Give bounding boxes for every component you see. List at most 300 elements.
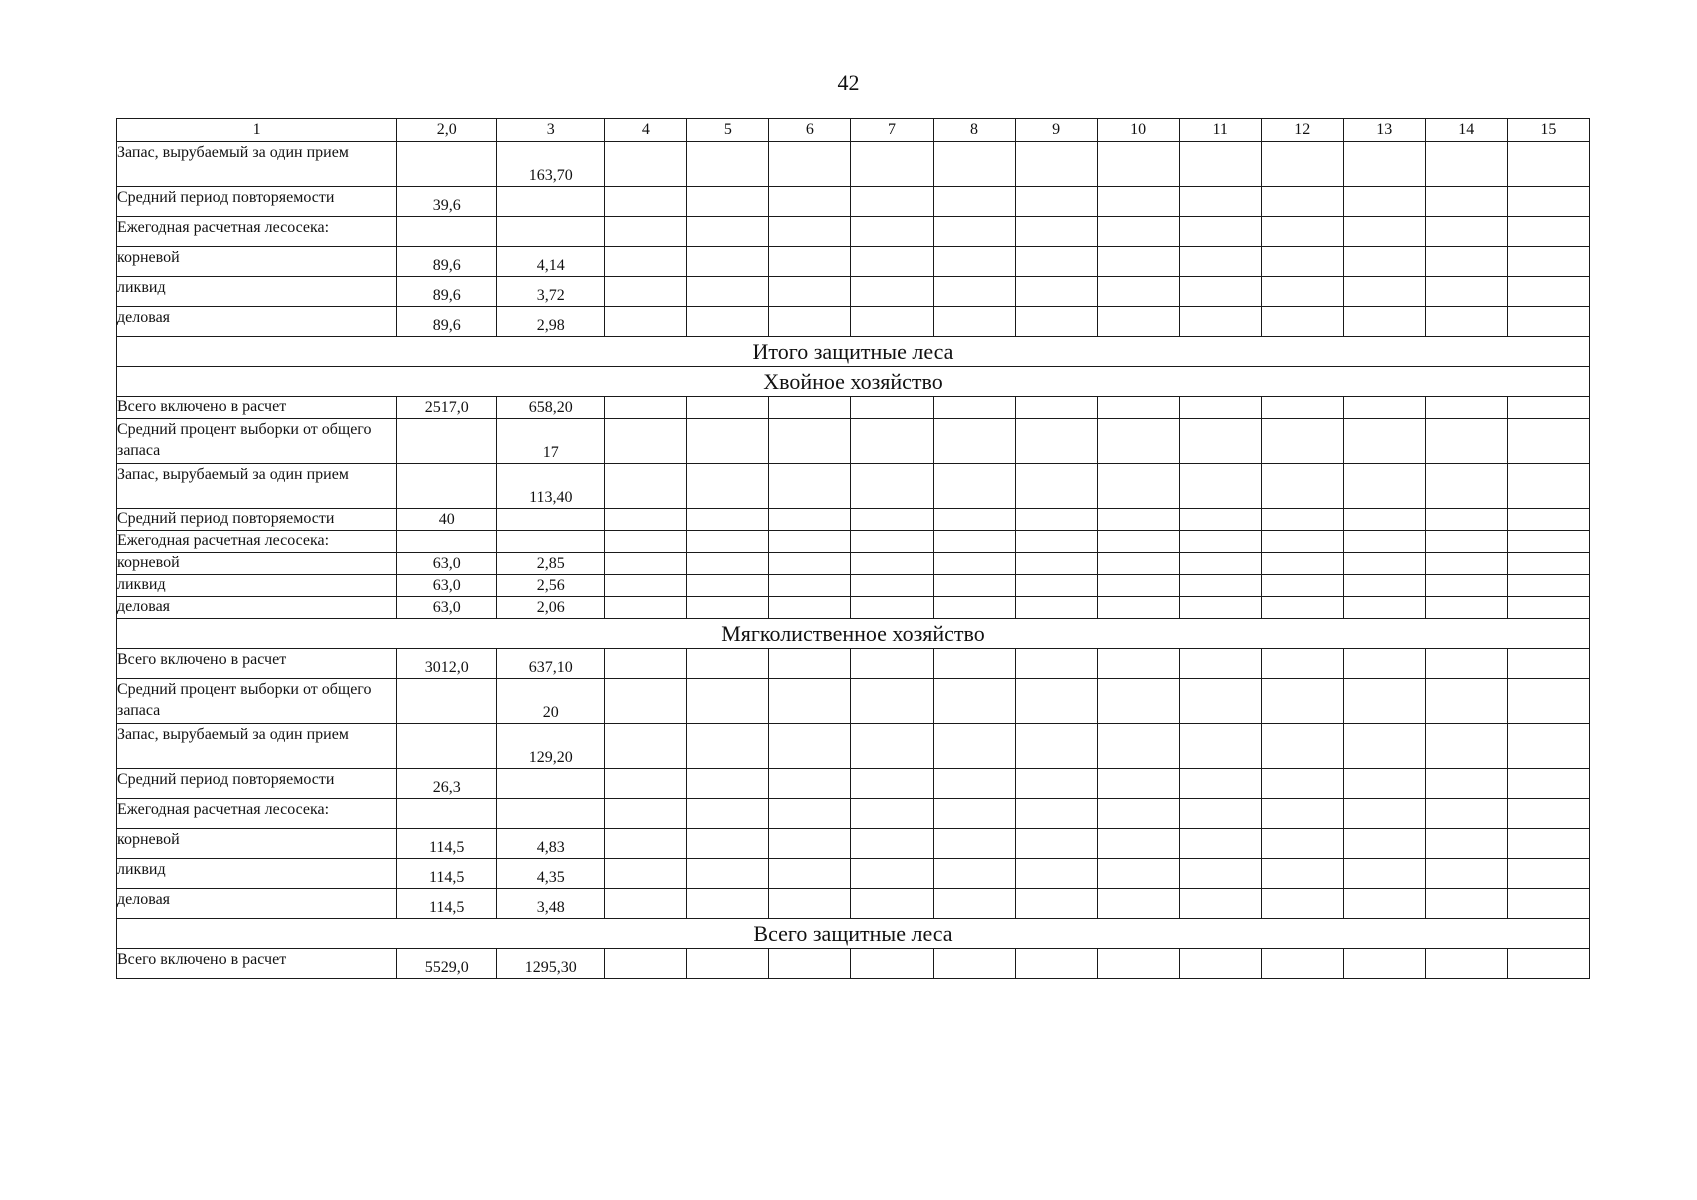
empty-cell (605, 724, 687, 769)
empty-cell (1343, 859, 1425, 889)
empty-cell (1425, 649, 1507, 679)
empty-cell (1425, 509, 1507, 531)
empty-cell (933, 509, 1015, 531)
empty-cell (1425, 597, 1507, 619)
column-header-15: 15 (1507, 119, 1589, 142)
empty-cell (687, 649, 769, 679)
empty-cell (1343, 187, 1425, 217)
empty-cell (1179, 307, 1261, 337)
empty-cell (1507, 531, 1589, 553)
empty-cell (1261, 531, 1343, 553)
empty-cell (1343, 575, 1425, 597)
empty-cell (687, 464, 769, 509)
empty-cell (1179, 509, 1261, 531)
row-label: ликвид (117, 277, 397, 307)
empty-cell (1343, 142, 1425, 187)
cell-col-3: 1295,30 (497, 949, 605, 979)
empty-cell (1097, 597, 1179, 619)
row-label: ликвид (117, 575, 397, 597)
empty-cell (1179, 597, 1261, 619)
empty-cell (851, 142, 933, 187)
empty-cell (605, 187, 687, 217)
cell-col-3 (497, 799, 605, 829)
column-header-9: 9 (1015, 119, 1097, 142)
cell-col-3: 129,20 (497, 724, 605, 769)
empty-cell (687, 769, 769, 799)
empty-cell (1343, 829, 1425, 859)
empty-cell (1015, 679, 1097, 724)
empty-cell (1097, 799, 1179, 829)
empty-cell (1015, 277, 1097, 307)
empty-cell (1261, 679, 1343, 724)
table-row (117, 217, 1590, 247)
empty-cell (1507, 949, 1589, 979)
empty-cell (933, 769, 1015, 799)
table-row (117, 142, 1590, 187)
cell-col-2: 63,0 (397, 553, 497, 575)
empty-cell (1261, 949, 1343, 979)
empty-cell (687, 799, 769, 829)
empty-cell (687, 187, 769, 217)
empty-cell (933, 859, 1015, 889)
empty-cell (851, 307, 933, 337)
cell-col-3: 2,06 (497, 597, 605, 619)
empty-cell (1425, 799, 1507, 829)
cell-col-3: 20 (497, 679, 605, 724)
empty-cell (769, 142, 851, 187)
empty-cell (1425, 187, 1507, 217)
empty-cell (1261, 575, 1343, 597)
empty-cell (1015, 531, 1097, 553)
empty-cell (933, 597, 1015, 619)
empty-cell (1425, 679, 1507, 724)
empty-cell (1507, 397, 1589, 419)
empty-cell (1507, 277, 1589, 307)
column-header-11: 11 (1179, 119, 1261, 142)
empty-cell (1097, 509, 1179, 531)
empty-cell (605, 769, 687, 799)
empty-cell (687, 829, 769, 859)
cell-col-2 (397, 679, 497, 724)
empty-cell (1097, 769, 1179, 799)
empty-cell (933, 889, 1015, 919)
empty-cell (1015, 597, 1097, 619)
empty-cell (1343, 397, 1425, 419)
empty-cell (851, 724, 933, 769)
table-row (117, 649, 1590, 679)
empty-cell (1343, 553, 1425, 575)
row-label: Средний период повторяемости (117, 187, 397, 217)
empty-cell (851, 397, 933, 419)
empty-cell (851, 217, 933, 247)
empty-cell (1097, 397, 1179, 419)
empty-cell (1179, 397, 1261, 419)
empty-cell (1261, 829, 1343, 859)
empty-cell (769, 419, 851, 464)
row-label: корневой (117, 247, 397, 277)
empty-cell (851, 679, 933, 724)
empty-cell (1015, 829, 1097, 859)
empty-cell (605, 649, 687, 679)
table-row (117, 679, 1590, 724)
empty-cell (1425, 575, 1507, 597)
cell-col-3 (497, 769, 605, 799)
empty-cell (1097, 419, 1179, 464)
empty-cell (605, 397, 687, 419)
empty-cell (687, 859, 769, 889)
empty-cell (687, 949, 769, 979)
empty-cell (1343, 247, 1425, 277)
forest-calc-table (116, 118, 1590, 979)
table-row (117, 829, 1590, 859)
cell-col-2: 114,5 (397, 829, 497, 859)
empty-cell (605, 247, 687, 277)
empty-cell (1261, 464, 1343, 509)
cell-col-3 (497, 531, 605, 553)
column-header-4: 4 (605, 119, 687, 142)
empty-cell (1097, 859, 1179, 889)
empty-cell (1261, 187, 1343, 217)
table-row (117, 799, 1590, 829)
empty-cell (1179, 679, 1261, 724)
empty-cell (605, 531, 687, 553)
column-header-12: 12 (1261, 119, 1343, 142)
table-row (117, 553, 1590, 575)
empty-cell (1343, 217, 1425, 247)
empty-cell (1097, 889, 1179, 919)
table-row (117, 949, 1590, 979)
empty-cell (769, 397, 851, 419)
empty-cell (1179, 799, 1261, 829)
section-title: Хвойное хозяйство (117, 367, 1590, 397)
empty-cell (1179, 859, 1261, 889)
empty-cell (1425, 859, 1507, 889)
cell-col-3: 658,20 (497, 397, 605, 419)
empty-cell (1261, 397, 1343, 419)
empty-cell (1507, 799, 1589, 829)
cell-col-2: 63,0 (397, 597, 497, 619)
empty-cell (1179, 217, 1261, 247)
empty-cell (687, 575, 769, 597)
empty-cell (1179, 277, 1261, 307)
empty-cell (605, 799, 687, 829)
cell-col-2: 26,3 (397, 769, 497, 799)
cell-col-2: 40 (397, 509, 497, 531)
empty-cell (769, 724, 851, 769)
empty-cell (1097, 531, 1179, 553)
row-label: деловая (117, 307, 397, 337)
empty-cell (933, 464, 1015, 509)
cell-col-3: 113,40 (497, 464, 605, 509)
empty-cell (1425, 769, 1507, 799)
header-row (117, 119, 1590, 142)
cell-col-3 (497, 187, 605, 217)
cell-col-3: 2,56 (497, 575, 605, 597)
section-row (117, 919, 1590, 949)
table-row (117, 889, 1590, 919)
table-body (117, 142, 1590, 979)
table-row (117, 247, 1590, 277)
empty-cell (1015, 649, 1097, 679)
empty-cell (851, 597, 933, 619)
empty-cell (1015, 419, 1097, 464)
empty-cell (1343, 509, 1425, 531)
empty-cell (1015, 769, 1097, 799)
row-label: Всего включено в расчет (117, 949, 397, 979)
empty-cell (1097, 464, 1179, 509)
table-row (117, 597, 1590, 619)
empty-cell (687, 277, 769, 307)
column-header-7: 7 (851, 119, 933, 142)
empty-cell (769, 597, 851, 619)
cell-col-3: 163,70 (497, 142, 605, 187)
row-label: Ежегодная расчетная лесосека: (117, 531, 397, 553)
empty-cell (687, 509, 769, 531)
empty-cell (1343, 419, 1425, 464)
table-row (117, 509, 1590, 531)
table-row (117, 277, 1590, 307)
empty-cell (1179, 949, 1261, 979)
row-label: Средний период повторяемости (117, 769, 397, 799)
empty-cell (851, 575, 933, 597)
empty-cell (769, 307, 851, 337)
empty-cell (687, 419, 769, 464)
empty-cell (1507, 142, 1589, 187)
empty-cell (1507, 649, 1589, 679)
empty-cell (687, 597, 769, 619)
empty-cell (1015, 859, 1097, 889)
cell-col-2: 89,6 (397, 247, 497, 277)
empty-cell (1343, 889, 1425, 919)
empty-cell (933, 217, 1015, 247)
empty-cell (1179, 419, 1261, 464)
empty-cell (1425, 277, 1507, 307)
empty-cell (851, 769, 933, 799)
cell-col-3: 637,10 (497, 649, 605, 679)
row-label: Средний процент выборки от общего запаса (117, 679, 397, 724)
empty-cell (1097, 142, 1179, 187)
empty-cell (1179, 553, 1261, 575)
empty-cell (1261, 142, 1343, 187)
empty-cell (1097, 575, 1179, 597)
empty-cell (1425, 142, 1507, 187)
empty-cell (605, 575, 687, 597)
empty-cell (1015, 464, 1097, 509)
empty-cell (1179, 531, 1261, 553)
empty-cell (1343, 679, 1425, 724)
empty-cell (605, 307, 687, 337)
empty-cell (687, 217, 769, 247)
empty-cell (1015, 575, 1097, 597)
empty-cell (1507, 187, 1589, 217)
row-label: Всего включено в расчет (117, 649, 397, 679)
empty-cell (1507, 575, 1589, 597)
empty-cell (1015, 247, 1097, 277)
column-header-14: 14 (1425, 119, 1507, 142)
empty-cell (1425, 531, 1507, 553)
column-header-5: 5 (687, 119, 769, 142)
empty-cell (1425, 949, 1507, 979)
empty-cell (1097, 679, 1179, 724)
empty-cell (851, 509, 933, 531)
table-row (117, 531, 1590, 553)
cell-col-3: 3,72 (497, 277, 605, 307)
empty-cell (1425, 307, 1507, 337)
empty-cell (769, 217, 851, 247)
cell-col-2: 5529,0 (397, 949, 497, 979)
section-row (117, 367, 1590, 397)
empty-cell (1097, 277, 1179, 307)
empty-cell (769, 509, 851, 531)
empty-cell (1425, 724, 1507, 769)
empty-cell (851, 799, 933, 829)
table-row (117, 419, 1590, 464)
empty-cell (1261, 889, 1343, 919)
empty-cell (1261, 419, 1343, 464)
empty-cell (605, 597, 687, 619)
empty-cell (605, 464, 687, 509)
column-header-1: 1 (117, 119, 397, 142)
empty-cell (933, 187, 1015, 217)
empty-cell (605, 829, 687, 859)
empty-cell (1507, 679, 1589, 724)
empty-cell (933, 724, 1015, 769)
empty-cell (933, 799, 1015, 829)
empty-cell (933, 553, 1015, 575)
empty-cell (605, 419, 687, 464)
empty-cell (1097, 649, 1179, 679)
row-label: Ежегодная расчетная лесосека: (117, 217, 397, 247)
empty-cell (687, 724, 769, 769)
empty-cell (1507, 829, 1589, 859)
row-label: Запас, вырубаемый за один прием (117, 142, 397, 187)
empty-cell (1507, 247, 1589, 277)
section-row (117, 619, 1590, 649)
empty-cell (851, 464, 933, 509)
table-row (117, 464, 1590, 509)
cell-col-2: 39,6 (397, 187, 497, 217)
empty-cell (1261, 217, 1343, 247)
empty-cell (933, 575, 1015, 597)
empty-cell (1343, 649, 1425, 679)
table-row (117, 187, 1590, 217)
row-label: корневой (117, 829, 397, 859)
cell-col-2 (397, 531, 497, 553)
cell-col-3 (497, 509, 605, 531)
empty-cell (769, 679, 851, 724)
empty-cell (1507, 217, 1589, 247)
empty-cell (851, 531, 933, 553)
section-title: Мягколиственное хозяйство (117, 619, 1590, 649)
empty-cell (851, 649, 933, 679)
cell-col-2 (397, 419, 497, 464)
row-label: Всего включено в расчет (117, 397, 397, 419)
empty-cell (605, 679, 687, 724)
empty-cell (933, 679, 1015, 724)
empty-cell (851, 949, 933, 979)
row-label: Средний период повторяемости (117, 509, 397, 531)
cell-col-2: 114,5 (397, 859, 497, 889)
column-header-2: 2,0 (397, 119, 497, 142)
empty-cell (1261, 859, 1343, 889)
cell-col-3: 4,35 (497, 859, 605, 889)
empty-cell (1261, 724, 1343, 769)
cell-col-2 (397, 799, 497, 829)
empty-cell (851, 859, 933, 889)
cell-col-3 (497, 217, 605, 247)
empty-cell (851, 889, 933, 919)
empty-cell (1425, 829, 1507, 859)
row-label: Запас, вырубаемый за один прием (117, 724, 397, 769)
empty-cell (1507, 724, 1589, 769)
empty-cell (605, 277, 687, 307)
empty-cell (687, 307, 769, 337)
row-label: Средний процент выборки от общего запаса (117, 419, 397, 464)
column-header-8: 8 (933, 119, 1015, 142)
empty-cell (1015, 142, 1097, 187)
empty-cell (1343, 531, 1425, 553)
empty-cell (1261, 649, 1343, 679)
empty-cell (769, 829, 851, 859)
empty-cell (769, 464, 851, 509)
empty-cell (851, 419, 933, 464)
empty-cell (933, 829, 1015, 859)
empty-cell (605, 553, 687, 575)
empty-cell (1343, 307, 1425, 337)
column-header-6: 6 (769, 119, 851, 142)
table-row (117, 859, 1590, 889)
empty-cell (1015, 949, 1097, 979)
empty-cell (605, 217, 687, 247)
row-label: деловая (117, 597, 397, 619)
empty-cell (1015, 307, 1097, 337)
cell-col-2 (397, 217, 497, 247)
empty-cell (1425, 419, 1507, 464)
empty-cell (1179, 724, 1261, 769)
empty-cell (769, 531, 851, 553)
table-row (117, 769, 1590, 799)
empty-cell (1015, 187, 1097, 217)
empty-cell (1179, 769, 1261, 799)
empty-cell (769, 949, 851, 979)
empty-cell (1507, 859, 1589, 889)
empty-cell (605, 889, 687, 919)
empty-cell (1179, 142, 1261, 187)
empty-cell (1015, 509, 1097, 531)
empty-cell (769, 553, 851, 575)
empty-cell (1097, 247, 1179, 277)
page-number: 42 (837, 70, 860, 95)
empty-cell (1097, 553, 1179, 575)
empty-cell (1261, 553, 1343, 575)
empty-cell (1425, 464, 1507, 509)
table-row (117, 397, 1590, 419)
cell-col-3: 2,98 (497, 307, 605, 337)
empty-cell (1097, 949, 1179, 979)
empty-cell (687, 142, 769, 187)
cell-col-2 (397, 724, 497, 769)
empty-cell (851, 553, 933, 575)
empty-cell (1015, 553, 1097, 575)
empty-cell (1507, 769, 1589, 799)
empty-cell (687, 889, 769, 919)
cell-col-2: 63,0 (397, 575, 497, 597)
section-row (117, 337, 1590, 367)
empty-cell (1179, 464, 1261, 509)
cell-col-2: 89,6 (397, 307, 497, 337)
empty-cell (1097, 307, 1179, 337)
row-label: Запас, вырубаемый за один прием (117, 464, 397, 509)
